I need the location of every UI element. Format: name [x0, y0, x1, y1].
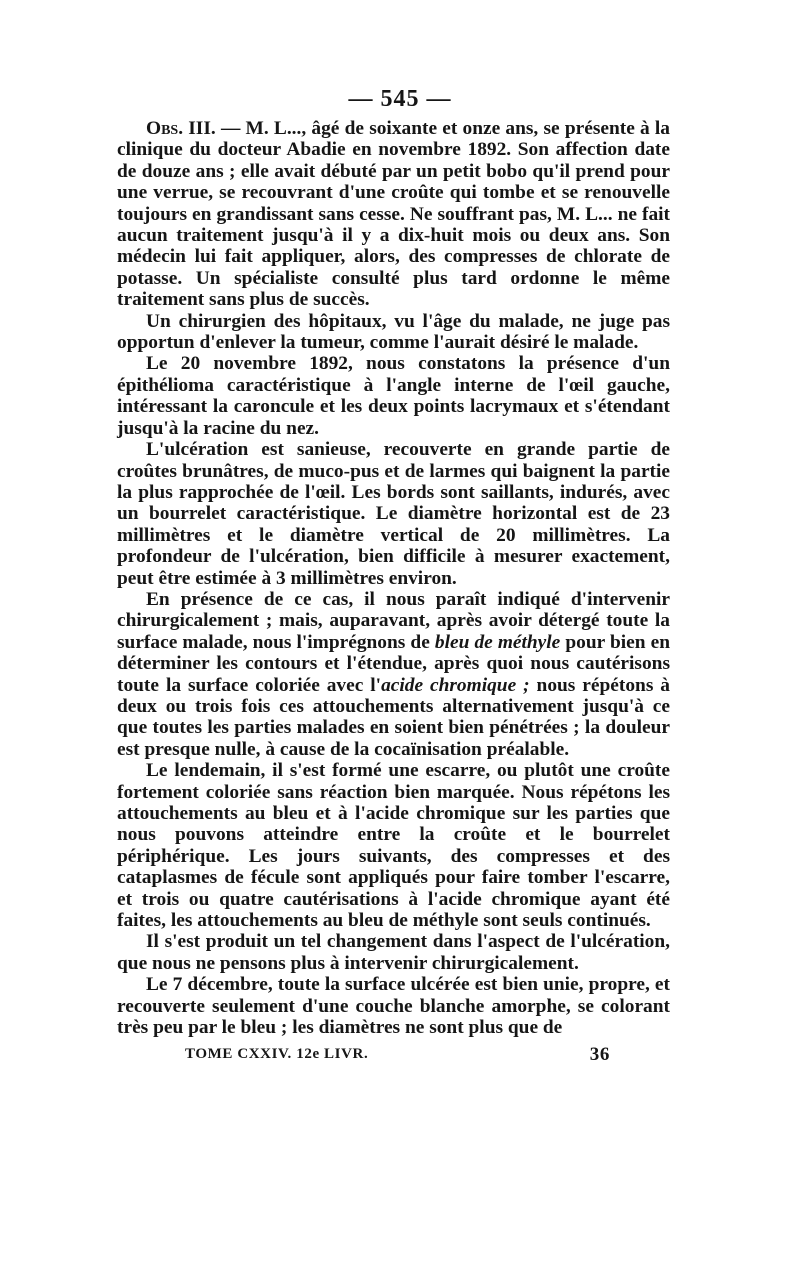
paragraph: Un chirurgien des hôpitaux, vu l'âge du malade, ne juge pas opportun d'enlever la tumeur, comme l'aurait désiré le malade.: [117, 310, 670, 354]
paragraph-treatment: [117, 589, 670, 760]
paragraph: Il s'est produit un tel changement dans l'aspect de l'ulcération, que nous ne pensons plus à intervenir chirurgicalement.: [117, 931, 670, 974]
sheet-number: 36: [589, 1044, 610, 1065]
paragraph-text: pour bien en déterminer les contours et l'étendue, après quoi nous cautérisons toute la surface coloriée avec l': [117, 631, 671, 696]
paragraph-text: nous répétons à deux ou trois fois ces attouchements alternativement jusqu'à ce que toutes les parties malades en soient bien pénétrées ; la douleur est presque nulle, à cause de la cocaïnisation préalable.: [117, 674, 671, 760]
page-number: — 545 —: [348, 86, 452, 112]
body-text: [117, 118, 670, 1038]
italic-term: bleu de méthyle: [434, 631, 561, 653]
paragraph-text: En présence de ce cas, il nous paraît indiqué d'intervenir chirurgicalement ; mais, auparavant, après avoir détergé toute la surface malade, nous l'imprégnons de: [117, 588, 670, 653]
page-footer: [185, 1046, 615, 1063]
observation-label: Obs. III.: [146, 118, 216, 139]
paragraph: Le 20 novembre 1892, nous constatons la présence d'un épithélioma caractéristique à l'angle interne de l'œil gauche, intéressant la caroncule et les deux points lacrymaux et s'étendant jusqu'à la racine du nez.: [117, 353, 670, 439]
italic-term: acide chromique ;: [381, 674, 530, 696]
paragraph-obs-iii: [117, 118, 670, 311]
paragraph: Le lendemain, il s'est formé une escarre, ou plutôt une croûte fortement coloriée sans réaction bien marquée. Nous répétons les attouchements au bleu et à l'acide chromique sur les parties que nous pouvons atteindre entre la croûte et le bourrelet périphérique. Les jours suivants, des compresses et des cataplasmes de fécule sont appliqués pour faire tomber l'escarre, et trois ou quatre cautérisations à l'acide chromique ayant été faites, les attouchements au bleu de méthyle sont seuls continués.: [117, 760, 670, 932]
paragraph: L'ulcération est sanieuse, recouverte en grande partie de croûtes brunâtres, de muco-pus et de larmes qui baignent la partie la plus rapprochée de l'œil. Les bords sont saillants, indurés, avec un bourrelet caractéristique. Le diamètre horizontal est de 23 millimètres et le diamètre vertical de 20 millimètres. La profondeur de l'ulcération, bien difficile à mesurer exactement, peut être estimée à 3 millimètres environ.: [117, 439, 670, 589]
paragraph: Le 7 décembre, toute la surface ulcérée est bien unie, propre, et recouverte seulement d'une couche blanche amorphe, se colorant très peu par le bleu ; les diamètres ne sont plus que de: [117, 974, 670, 1039]
footer-signature: TOME CXXIV. 12e LIVR.: [185, 1046, 369, 1062]
paragraph-text: — M. L..., âgé de soixante et onze ans, se présente à la clinique du docteur Abadie en novembre 1892. Son affection date de douze ans ; elle avait débuté par un petit bobo qu'il prend pour une verrue, se recouvrant d'une croûte qui tombe et se renouvelle toujours en grandissant sans cesse. Ne souffrant pas, M. L... ne fait aucun traitement jusqu'à il y a dix-huit mois ou deux ans. Son médecin lui fait appliquer, alors, des compresses de chlorate de potasse. Un spécialiste consulté plus tard ordonne le même traitement sans plus de succès.: [117, 118, 671, 311]
